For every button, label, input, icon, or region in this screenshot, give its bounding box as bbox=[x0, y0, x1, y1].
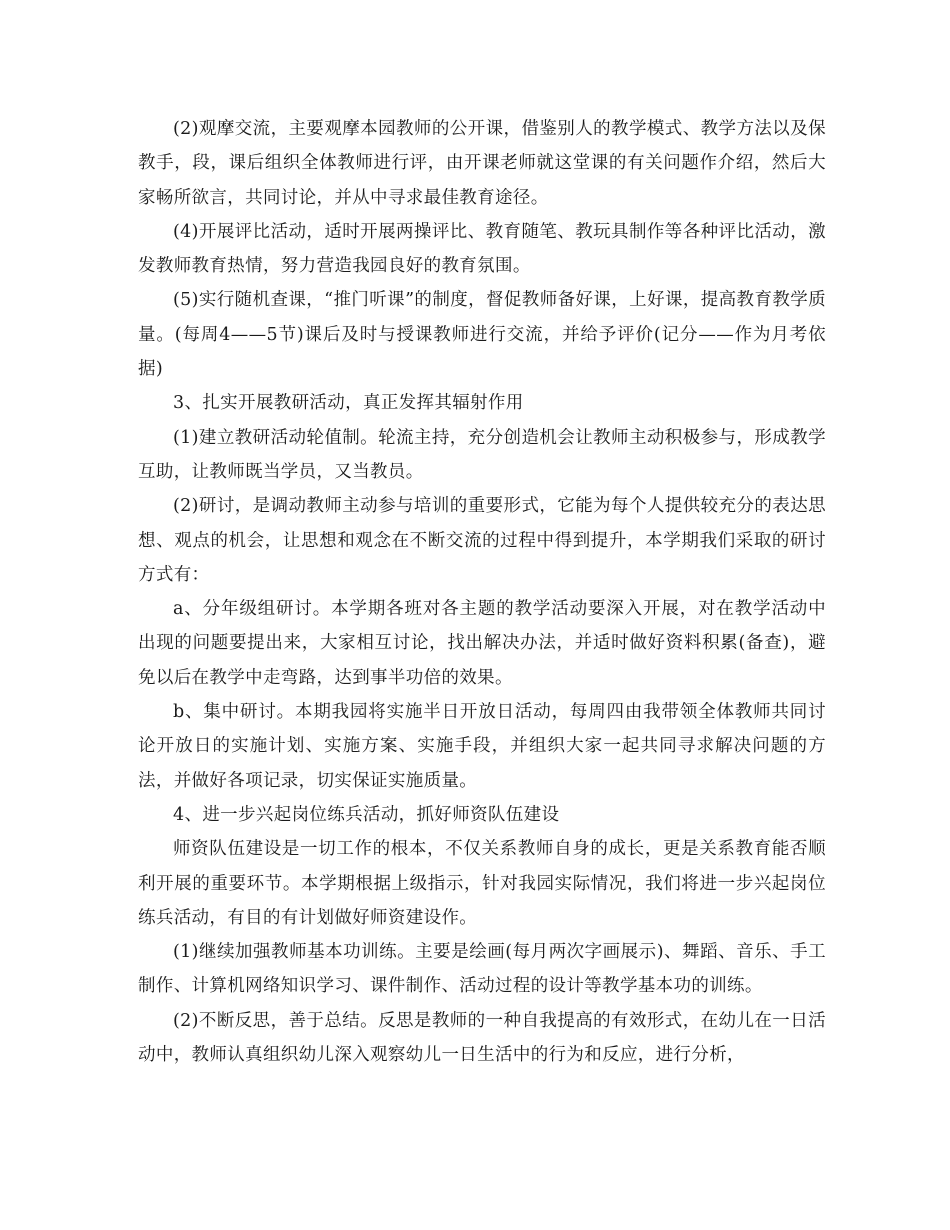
paragraph-basic-skills-training: (1)继续加强教师基本功训练。主要是绘画(每月两次字画展示)、舞蹈、音乐、手工制作、计算机网络知识学习、课件制作、活动过程的设计等教学基本功的训练。 bbox=[138, 942, 826, 997]
paragraph-rotation-system: (1)建立教研活动轮值制。轮流主持，充分创造机会让教师主动积极参与，形成教学互助，让教师既当学员，又当教员。 bbox=[138, 427, 826, 482]
section-heading-staff-building: 4、进一步兴起岗位练兵活动，抓好师资队伍建设 bbox=[173, 804, 560, 825]
paragraph-grade-group-seminar: a、分年级组研讨。本学期各班对各主题的教学活动要深入开展，对在教学活动中出现的问题要提出来，大家相互讨论，找出解决办法，并适时做好资料积累(备查)，避免以后在教学中走弯路，达到事半功倍的效果。 bbox=[138, 599, 826, 688]
paragraph-random-class-check: (5)实行随机查课，“推门听课”的制度，督促教师备好课，上好课，提高教育教学质量。(每周4——5节)课后及时与授课教师进行交流，并给予评价(记分——作为月考依据) bbox=[138, 290, 826, 380]
paragraph-evaluation-activities: (4)开展评比活动，适时开展两操评比、教育随笔、教玩具制作等各种评比活动，激发教师教育热情，努力营造我园良好的教育氛围。 bbox=[138, 221, 826, 277]
section-heading-teaching-research: 3、扎实开展教研活动，真正发挥其辐射作用 bbox=[173, 393, 524, 414]
paragraph-seminar: (2)研讨，是调动教师主动参与培训的重要形式，它能为每个人提供较充分的表达思想、观点的机会，让思想和观念在不断交流的过程中得到提升，本学期我们采取的研讨方式有： bbox=[138, 496, 826, 585]
paragraph-observation-exchange: (2)观摩交流，主要观摩本园教师的公开课，借鉴别人的教学模式、教学方法以及保教手，段，课后组织全体教师进行评，由开课老师就这堂课的有关问题作介绍，然后大家畅所欲言，共同讨论，并从中寻求最佳教育途径。 bbox=[138, 119, 826, 208]
paragraph-staff-building: 师资队伍建设是一切工作的根本，不仅关系教师自身的成长，更是关系教育能否顺利开展的重要环节。本学期根据上级指示，针对我园实际情况，我们将进一步兴起岗位练兵活动，有目的有计划做好师资建设作。 bbox=[138, 839, 826, 928]
document-body bbox=[138, 112, 826, 1072]
paragraph-reflection: (2)不断反思，善于总结。反思是教师的一种自我提高的有效形式，在幼儿在一日活动中，教师认真组织幼儿深入观察幼儿一日生活中的行为和反应，进行分析， bbox=[138, 1010, 826, 1066]
paragraph-centralized-seminar: b、集中研讨。本期我园将实施半日开放日活动，每周四由我带领全体教师共同讨论开放日的实施计划、实施方案、实施手段，并组织大家一起共同寻求解决问题的方法，并做好各项记录，切实保证实施质量。 bbox=[138, 702, 826, 791]
